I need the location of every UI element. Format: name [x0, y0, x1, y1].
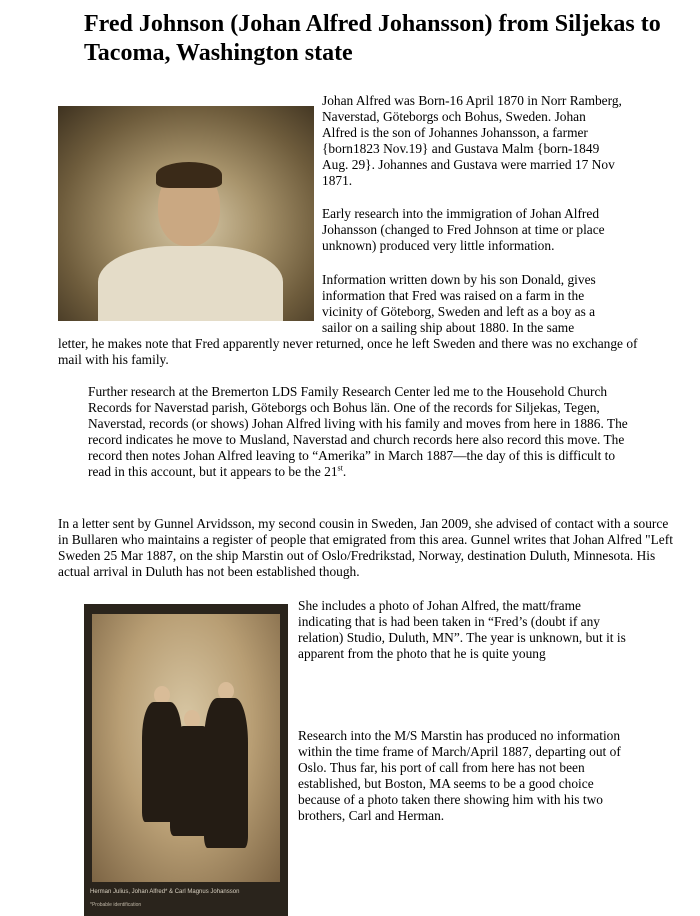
- paragraph-donald-info-cont: letter, he makes note that Fred apparently never returned, once he left Sweden and there was no exchange of mail with his family.: [58, 336, 638, 367]
- paragraph-early-research: Early research into the immigration of Johan Alfred Johansson (changed to Fred Johnson at time or place unknown) produced very little information.: [322, 206, 605, 253]
- photo-caption: Herman Julius, Johan Alfred* & Carl Magnus Johansson: [90, 889, 240, 895]
- page-title: Fred Johnson (Johan Alfred Johansson) from Siljekas to Tacoma, Washington state: [84, 11, 661, 66]
- brothers-photo-print: [92, 614, 280, 882]
- portrait-photo: [58, 106, 314, 321]
- paragraph-marstin-research: Research into the M/S Marstin has produced no information within the time frame of March/April 1887, departing out of Oslo. Thus far, his port of call from here has not been established, but Boston, MA seems to be a good choice because of a photo taken there showing him with his two brothers, Carl and Herman.: [298, 728, 621, 823]
- paragraph-gunnel-letter: In a letter sent by Gunnel Arvidsson, my second cousin in Sweden, Jan 2009, she advised of contact with a source in Bullaren who maintains a register of people that emigrated from this area. Gunnel writes that Johan Alfred "Left Sweden 25 Mar 1887, on the ship Marstin out of Oslo/Fredrikstad, Norway, destination Duluth, Minnesota. His actual arrival in Duluth has not been established though.: [58, 516, 673, 579]
- portrait-hair: [156, 162, 222, 188]
- church-records-end: .: [342, 464, 347, 479]
- paragraph-photo-description: She includes a photo of Johan Alfred, the matt/frame indicating that is had been taken in “Fred’s (doubt if any relation) Studio, Duluth, MN”. The year is unknown, but it is apparent from the photo that he is quite young: [298, 598, 626, 661]
- brothers-photo: [84, 604, 288, 916]
- ordinal-suffix: st: [337, 463, 343, 473]
- brother-center-figure: [170, 726, 216, 836]
- paragraph-donald-info: Information written down by his son Donald, gives information that Fred was raised on a farm in the vicinity of Göteborg, Sweden and left as a boy as a sailor on a sailing ship about 1880. In the same: [322, 272, 596, 335]
- church-records-text: Further research at the Bremerton LDS Family Research Center led me to the Household Church Records for Naverstad parish, Göteborgs och Bohus län. One of the records for Siljekas, Tegen, Naverstad, records (or shows) Johan Alfred living with his family and moves from here in 1886. The record indicates he move to Musland, Naverstad and church records here also record this move. The record then notes Johan Alfred leaving to “Amerika” in March 1887—the day of this is difficult to read in this account, but it appears to be the 21: [88, 384, 628, 479]
- photo-caption-note: *Probable identification: [90, 902, 142, 908]
- paragraph-birth: Johan Alfred was Born-16 April 1870 in Norr Ramberg, Naverstad, Göteborgs och Bohus, Sweden. Johan Alfred is the son of Johannes Johansson, a farmer {born1823 Nov.19} and Gustava Malm {born-1849 Aug. 29}. Johannes and Gustava were married 17 Nov 1871.: [322, 93, 622, 188]
- paragraph-church-records: [88, 384, 633, 480]
- portrait-body: [98, 246, 283, 321]
